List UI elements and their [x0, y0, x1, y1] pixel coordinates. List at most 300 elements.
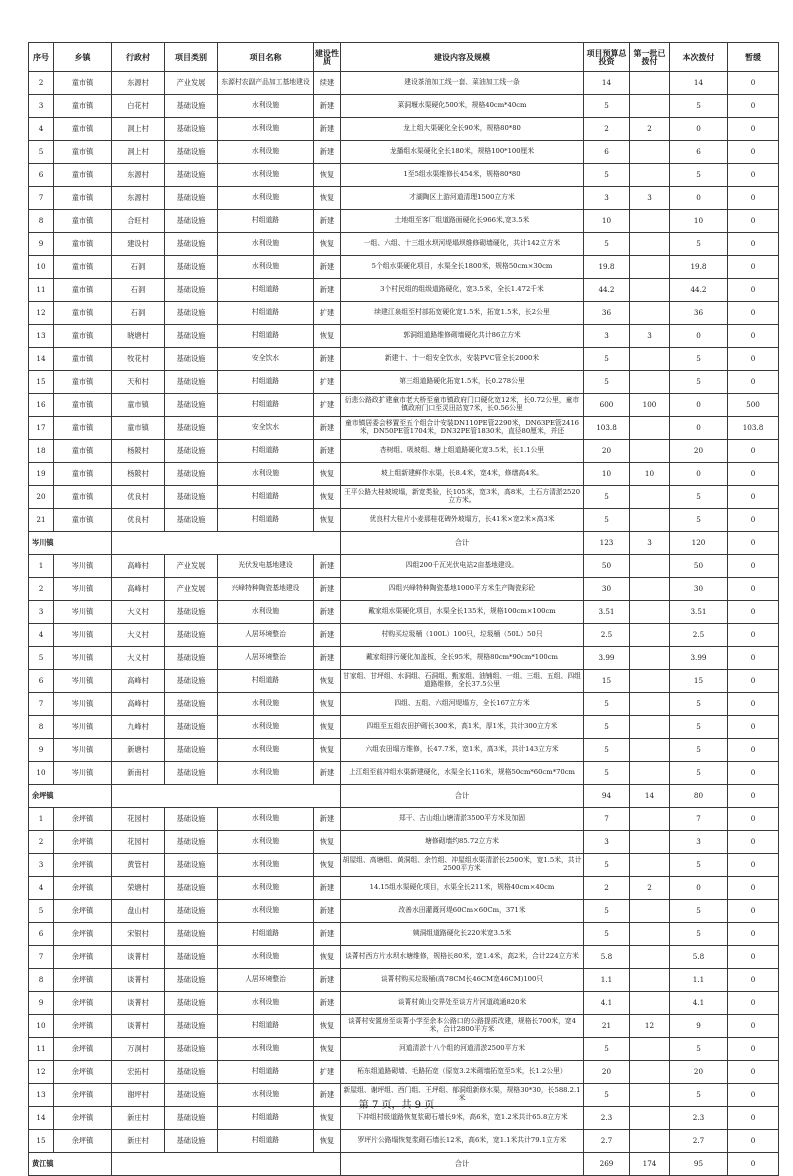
town-cell: 余坪镇 [54, 969, 112, 992]
deferred-cell: 0 [728, 992, 779, 1015]
table-row [29, 647, 779, 670]
project-name-cell: 人居环境整治 [218, 647, 314, 670]
project-name-cell: 水利设施 [218, 831, 314, 854]
project-name-cell: 水利设施 [218, 877, 314, 900]
nature-cell: 新建 [314, 417, 341, 440]
category-cell: 基础设施 [165, 256, 218, 279]
table-row [29, 1015, 779, 1038]
deferred-cell: 0 [728, 371, 779, 394]
content-cell: 戴家组水渠硬化项目，水渠全长135米，规格100cm×100cm [341, 601, 584, 624]
town-cell: 童市镇 [54, 325, 112, 348]
project-name-cell: 村组道路 [218, 325, 314, 348]
first-batch-cell: 12 [630, 1015, 670, 1038]
row-index: 9 [29, 992, 54, 1015]
category-cell: 基础设施 [165, 233, 218, 256]
category-cell: 基础设施 [165, 371, 218, 394]
budget-cell: 10 [584, 463, 630, 486]
first-batch-cell: 100 [630, 394, 670, 417]
deferred-cell: 0 [728, 578, 779, 601]
current-cell: 3.51 [670, 601, 728, 624]
village-cell: 谢坪村 [112, 1084, 165, 1107]
village-cell: 宋银村 [112, 923, 165, 946]
category-cell: 基础设施 [165, 1084, 218, 1107]
nature-cell: 新建 [314, 923, 341, 946]
table-row [29, 854, 779, 877]
row-index: 7 [29, 693, 54, 716]
deferred-cell: 0 [728, 555, 779, 578]
town-cell: 余坪镇 [54, 1038, 112, 1061]
subtotal-first-batch: 3 [630, 532, 670, 555]
row-index: 3 [29, 601, 54, 624]
content-cell: 下冲组村级道路恢复浆砌石墙长9米，高6米，宽1.2米共计65.8立方米 [341, 1107, 584, 1130]
village-cell: 合旺村 [112, 210, 165, 233]
table-row [29, 969, 779, 992]
content-cell: 土地组至客厂组道路面硬化长966米,宽3.5米 [341, 210, 584, 233]
budget-cell: 1.1 [584, 969, 630, 992]
current-cell: 0 [670, 118, 728, 141]
row-index: 12 [29, 1061, 54, 1084]
current-cell: 44.2 [670, 279, 728, 302]
town-cell: 岑川镇 [54, 762, 112, 785]
village-cell: 新庄村 [112, 1107, 165, 1130]
first-batch-cell [630, 348, 670, 371]
current-cell: 2.5 [670, 624, 728, 647]
current-cell: 5 [670, 1038, 728, 1061]
row-index: 2 [29, 831, 54, 854]
deferred-cell: 0 [728, 716, 779, 739]
project-name-cell: 村组道路 [218, 279, 314, 302]
first-batch-cell [630, 95, 670, 118]
nature-cell: 恢复 [314, 739, 341, 762]
project-name-cell: 水利设施 [218, 95, 314, 118]
content-cell: 河道清淤十八个组的河道清淤2500平方米 [341, 1038, 584, 1061]
nature-cell: 恢复 [314, 946, 341, 969]
category-cell: 基础设施 [165, 1130, 218, 1153]
deferred-cell: 0 [728, 1130, 779, 1153]
project-name-cell: 水利设施 [218, 900, 314, 923]
deferred-cell: 0 [728, 233, 779, 256]
first-batch-cell [630, 670, 670, 693]
category-cell: 产业发展 [165, 555, 218, 578]
row-index: 19 [29, 463, 54, 486]
category-cell: 基础设施 [165, 877, 218, 900]
budget-cell: 44.2 [584, 279, 630, 302]
town-cell: 童市镇 [54, 348, 112, 371]
first-batch-cell [630, 831, 670, 854]
deferred-cell: 0 [728, 900, 779, 923]
category-cell: 基础设施 [165, 1107, 218, 1130]
table-row [29, 716, 779, 739]
first-batch-cell [630, 739, 670, 762]
nature-cell: 恢复 [314, 693, 341, 716]
current-cell: 10 [670, 210, 728, 233]
current-cell: 36 [670, 302, 728, 325]
deferred-cell: 500 [728, 394, 779, 417]
deferred-cell: 0 [728, 808, 779, 831]
village-cell: 花园村 [112, 808, 165, 831]
category-cell: 基础设施 [165, 831, 218, 854]
town-cell: 童市镇 [54, 279, 112, 302]
row-index: 20 [29, 486, 54, 509]
table-row [29, 164, 779, 187]
town-cell: 余坪镇 [54, 854, 112, 877]
project-name-cell: 水利设施 [218, 693, 314, 716]
current-cell: 5 [670, 348, 728, 371]
town-cell: 余坪镇 [54, 900, 112, 923]
project-name-cell: 人居环境整治 [218, 624, 314, 647]
content-cell: 胡屋组、高塘组、黄洞组、余竹组、冲屋组水渠清淤长2500米，宽1.5米，共计2500平方米 [341, 854, 584, 877]
category-cell: 基础设施 [165, 808, 218, 831]
nature-cell: 新建 [314, 95, 341, 118]
budget-cell: 5 [584, 854, 630, 877]
current-cell: 6 [670, 141, 728, 164]
town-cell: 余坪镇 [54, 1130, 112, 1153]
budget-cell: 20 [584, 1061, 630, 1084]
town-cell: 童市镇 [54, 118, 112, 141]
budget-cell: 14 [584, 72, 630, 95]
village-cell: 高峰村 [112, 555, 165, 578]
village-cell: 建设村 [112, 233, 165, 256]
content-cell: 塘修砌墙约85.72立方米 [341, 831, 584, 854]
nature-cell: 恢复 [314, 831, 341, 854]
table-row [29, 325, 779, 348]
first-batch-cell: 2 [630, 118, 670, 141]
village-cell: 宏拓村 [112, 1061, 165, 1084]
first-batch-cell [630, 854, 670, 877]
current-cell: 5 [670, 509, 728, 532]
deferred-cell: 0 [728, 72, 779, 95]
village-cell: 杨陂村 [112, 463, 165, 486]
village-cell: 优良村 [112, 509, 165, 532]
village-cell: 洞上村 [112, 141, 165, 164]
content-cell: 四组兴峰特种陶瓷基地1000平方米生产陶瓷彩砼 [341, 578, 584, 601]
category-cell: 基础设施 [165, 118, 218, 141]
budget-cell: 5 [584, 233, 630, 256]
table-row [29, 1130, 779, 1153]
category-cell: 基础设施 [165, 716, 218, 739]
content-cell: 第三组道路硬化拓宽1.5米，长0.278公里 [341, 371, 584, 394]
content-cell: 罗坪片公路塌恢复浆砌石墙长12米，高6米，宽1.1米共计79.1立方米 [341, 1130, 584, 1153]
town-cell: 童市镇 [54, 210, 112, 233]
table-row [29, 463, 779, 486]
nature-cell: 新建 [314, 992, 341, 1015]
village-cell: 九峰村 [112, 716, 165, 739]
current-cell: 0 [670, 877, 728, 900]
town-cell: 童市镇 [54, 486, 112, 509]
subtotal-first-batch: 174 [630, 1153, 670, 1176]
project-name-cell: 水利设施 [218, 716, 314, 739]
current-cell: 9 [670, 1015, 728, 1038]
category-cell: 基础设施 [165, 923, 218, 946]
town-cell: 童市镇 [54, 463, 112, 486]
nature-cell: 恢复 [314, 233, 341, 256]
project-name-cell: 村组道路 [218, 1015, 314, 1038]
subtotal-label: 合计 [341, 1153, 584, 1176]
blank-cell [112, 532, 341, 555]
row-index: 13 [29, 1084, 54, 1107]
town-cell: 岑川镇 [54, 693, 112, 716]
category-cell: 基础设施 [165, 417, 218, 440]
table-row [29, 670, 779, 693]
first-batch-cell [630, 302, 670, 325]
content-cell: 续建江泉组至村部拓宽硬化宽1.5米，拓宽1.5米，长2公里 [341, 302, 584, 325]
table-header-row [29, 43, 779, 72]
row-index: 5 [29, 647, 54, 670]
first-batch-cell [630, 578, 670, 601]
subtotal-current: 80 [670, 785, 728, 808]
village-cell: 大义村 [112, 624, 165, 647]
category-cell: 基础设施 [165, 992, 218, 1015]
content-cell: 坡上组新建鲜作水渠，长8.4米，宽4米，修缮高4米。 [341, 463, 584, 486]
village-cell: 石洞 [112, 302, 165, 325]
content-cell: 谈菁村购买垃圾桶(高78CM长46CM宽46CM)100只 [341, 969, 584, 992]
budget-cell: 5 [584, 348, 630, 371]
nature-cell: 新建 [314, 762, 341, 785]
deferred-cell: 0 [728, 325, 779, 348]
town-cell: 童市镇 [54, 187, 112, 210]
budget-cell: 21 [584, 1015, 630, 1038]
village-cell: 东源村 [112, 187, 165, 210]
current-cell: 30 [670, 578, 728, 601]
town-cell: 岑川镇 [54, 624, 112, 647]
subtotal-current: 95 [670, 1153, 728, 1176]
village-cell: 童市镇 [112, 417, 165, 440]
content-cell: 童市镇居委会移置至五个组合计安装DN110PE管2290米，DN63PE管2416米，DN50PE管1704米，DN32PE管1830米，直径80厘米，并还 [341, 417, 584, 440]
first-batch-cell [630, 1038, 670, 1061]
town-cell: 童市镇 [54, 256, 112, 279]
current-cell: 20 [670, 1061, 728, 1084]
town-cell: 余坪镇 [54, 1015, 112, 1038]
content-cell: 龙播组水渠硬化全长180米，规格100*100厘米 [341, 141, 584, 164]
budget-cell: 20 [584, 440, 630, 463]
nature-cell: 新建 [314, 601, 341, 624]
deferred-cell: 0 [728, 302, 779, 325]
town-cell: 岑川镇 [54, 716, 112, 739]
category-cell: 基础设施 [165, 969, 218, 992]
table-row [29, 486, 779, 509]
budget-cell: 5 [584, 693, 630, 716]
subtotal-budget: 123 [584, 532, 630, 555]
town-cell: 童市镇 [54, 233, 112, 256]
deferred-cell: 0 [728, 187, 779, 210]
village-cell: 黄管村 [112, 854, 165, 877]
subtotal-label: 合计 [341, 785, 584, 808]
category-cell: 基础设施 [165, 601, 218, 624]
deferred-cell: 0 [728, 1107, 779, 1130]
town-cell: 余坪镇 [54, 992, 112, 1015]
row-index: 11 [29, 279, 54, 302]
first-batch-cell [630, 716, 670, 739]
first-batch-cell [630, 969, 670, 992]
budget-cell: 3 [584, 831, 630, 854]
project-name-cell: 水利设施 [218, 187, 314, 210]
village-cell: 晓塘村 [112, 325, 165, 348]
category-cell: 基础设施 [165, 164, 218, 187]
table-row [29, 808, 779, 831]
content-cell: 谈菁村黄山交界处至谈方片河道疏通820米 [341, 992, 584, 1015]
nature-cell: 新建 [314, 808, 341, 831]
first-batch-cell [630, 72, 670, 95]
budget-cell: 5 [584, 509, 630, 532]
deferred-cell: 0 [728, 647, 779, 670]
category-cell: 基础设施 [165, 670, 218, 693]
current-cell: 0 [670, 463, 728, 486]
nature-cell: 恢复 [314, 463, 341, 486]
row-index: 12 [29, 302, 54, 325]
content-cell: 优良村大桂片小麦那桂花碑外坡塌方，长41米×宽2米×高3米 [341, 509, 584, 532]
table-row [29, 1038, 779, 1061]
content-cell: 上江组至前冲组水渠新建硬化，水渠全长116米，规格50cm*60cm*70cm [341, 762, 584, 785]
deferred-cell: 0 [728, 854, 779, 877]
deferred-cell: 0 [728, 946, 779, 969]
project-name-cell: 水利设施 [218, 946, 314, 969]
town-cell: 童市镇 [54, 302, 112, 325]
nature-cell: 新建 [314, 877, 341, 900]
row-index: 1 [29, 808, 54, 831]
row-index: 13 [29, 325, 54, 348]
current-cell: 3.99 [670, 647, 728, 670]
first-batch-cell [630, 624, 670, 647]
deferred-cell: 0 [728, 256, 779, 279]
first-batch-cell [630, 647, 670, 670]
town-cell: 童市镇 [54, 164, 112, 187]
project-name-cell: 水利设施 [218, 1038, 314, 1061]
nature-cell: 新建 [314, 624, 341, 647]
category-cell: 基础设施 [165, 1015, 218, 1038]
current-cell: 0 [670, 417, 728, 440]
header-cell: 建设性质 [314, 43, 341, 72]
budget-cell: 3 [584, 325, 630, 348]
project-name-cell: 安全饮水 [218, 417, 314, 440]
nature-cell: 扩建 [314, 1061, 341, 1084]
first-batch-cell [630, 1130, 670, 1153]
content-cell: 甘家组、甘坪组、水洞组、石洞组、甄家组、油铺组、一组、三组、五组、四组道路维修，全长37.5公里 [341, 670, 584, 693]
row-index: 14 [29, 1107, 54, 1130]
category-cell: 基础设施 [165, 187, 218, 210]
village-cell: 新塘村 [112, 739, 165, 762]
nature-cell: 新建 [314, 256, 341, 279]
town-cell: 岑川镇 [54, 670, 112, 693]
project-table [28, 42, 779, 1176]
table-row [29, 509, 779, 532]
nature-cell: 新建 [314, 1084, 341, 1107]
town-cell: 童市镇 [54, 440, 112, 463]
first-batch-cell: 3 [630, 187, 670, 210]
project-name-cell: 水利设施 [218, 141, 314, 164]
project-name-cell: 水利设施 [218, 808, 314, 831]
deferred-cell: 0 [728, 969, 779, 992]
budget-cell: 2.5 [584, 624, 630, 647]
project-name-cell: 水利设施 [218, 739, 314, 762]
first-batch-cell [630, 808, 670, 831]
village-cell: 高峰村 [112, 693, 165, 716]
category-cell: 产业发展 [165, 578, 218, 601]
deferred-cell: 0 [728, 693, 779, 716]
current-cell: 2.3 [670, 1107, 728, 1130]
page-footer: 第 7 页，共 9 页 [358, 1100, 435, 1111]
content-cell: 5个组水渠硬化项目，水渠全长1800米，规格50cm×30cm [341, 256, 584, 279]
nature-cell: 新建 [314, 141, 341, 164]
current-cell: 2.7 [670, 1130, 728, 1153]
nature-cell: 恢复 [314, 187, 341, 210]
village-cell: 东源村 [112, 164, 165, 187]
row-index: 2 [29, 578, 54, 601]
budget-cell: 600 [584, 394, 630, 417]
content-cell: 六组农田塌方维修，长47.7米，宽1米，高3米，共计143立方米 [341, 739, 584, 762]
deferred-cell: 0 [728, 279, 779, 302]
first-batch-cell [630, 141, 670, 164]
village-cell: 优良村 [112, 486, 165, 509]
row-index: 18 [29, 440, 54, 463]
header-cell: 项目类别 [165, 43, 218, 72]
current-cell: 5 [670, 923, 728, 946]
nature-cell: 新建 [314, 969, 341, 992]
first-batch-cell [630, 900, 670, 923]
blank-cell [112, 785, 341, 808]
town-cell: 童市镇 [54, 509, 112, 532]
first-batch-cell [630, 992, 670, 1015]
row-index: 1 [29, 555, 54, 578]
table-row [29, 877, 779, 900]
budget-cell: 6 [584, 141, 630, 164]
project-name-cell: 兴峰特种陶瓷基地建设 [218, 578, 314, 601]
nature-cell: 新建 [314, 555, 341, 578]
budget-cell: 5.8 [584, 946, 630, 969]
village-cell: 谈菁村 [112, 946, 165, 969]
budget-cell: 2 [584, 118, 630, 141]
table-row [29, 693, 779, 716]
nature-cell: 新建 [314, 348, 341, 371]
town-cell: 童市镇 [54, 371, 112, 394]
budget-cell: 5 [584, 716, 630, 739]
category-cell: 基础设施 [165, 95, 218, 118]
table-row [29, 210, 779, 233]
content-cell: 新屋组、谢坪组、西门组、王坪组、郁洞组新修水渠，规格30*30，长588.2.1米 [341, 1084, 584, 1107]
content-cell: 改善水田灌溉河堤60Cm×60Cm，371米 [341, 900, 584, 923]
table-row [29, 624, 779, 647]
row-index: 15 [29, 371, 54, 394]
nature-cell: 恢复 [314, 1015, 341, 1038]
budget-cell: 5 [584, 486, 630, 509]
nature-cell: 恢复 [314, 670, 341, 693]
first-batch-cell [630, 762, 670, 785]
current-cell: 5 [670, 371, 728, 394]
table-row [29, 555, 779, 578]
category-cell: 基础设施 [165, 946, 218, 969]
category-cell: 基础设施 [165, 279, 218, 302]
budget-cell: 36 [584, 302, 630, 325]
current-cell: 19.8 [670, 256, 728, 279]
budget-cell: 15 [584, 670, 630, 693]
nature-cell: 恢复 [314, 325, 341, 348]
content-cell: 杏树组、吸坡组、塘上组道路硬化宽3.5米，长1.1公里 [341, 440, 584, 463]
deferred-cell: 0 [728, 440, 779, 463]
row-index: 9 [29, 233, 54, 256]
project-name-cell: 村组道路 [218, 509, 314, 532]
deferred-cell: 0 [728, 486, 779, 509]
project-name-cell: 水利设施 [218, 992, 314, 1015]
deferred-cell: 0 [728, 141, 779, 164]
subtotal-current: 120 [670, 532, 728, 555]
row-index: 3 [29, 95, 54, 118]
first-batch-cell [630, 164, 670, 187]
town-cell: 岑川镇 [54, 601, 112, 624]
section-town-label: 岑川镇 [29, 532, 112, 555]
project-name-cell: 村组道路 [218, 302, 314, 325]
current-cell: 20 [670, 440, 728, 463]
village-cell: 高峰村 [112, 578, 165, 601]
village-cell: 高峰村 [112, 670, 165, 693]
